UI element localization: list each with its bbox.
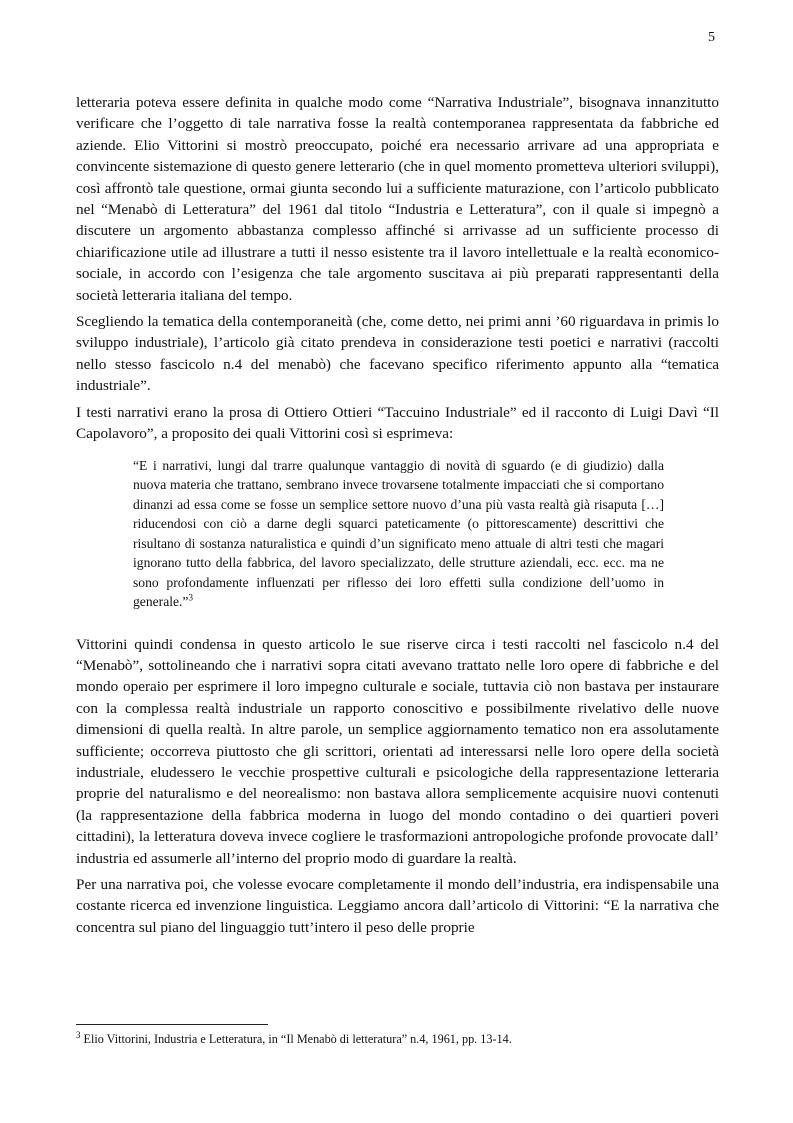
paragraph: Scegliendo la tematica della contemporaneità (che, come detto, nei primi anni ’60 riguardava in primis lo sviluppo industriale), l’articolo già citato prendeva in considerazione testi poetici e narrativi (raccolti nello stesso fascicolo n.4 del menabò) che facevano specifico riferimento appunto alla “tematica industriale”. — [76, 313, 719, 395]
quote-text: “E i narrativi, lungi dal trarre qualunque vantaggio di novità di sguardo (e di giudizio) dalla nuova materia che trattano, sembrano invece trovarsene totalmente impacciati che si comportano dinanzi ad essa come se fosse un semplice settore nuovo d’una più vasta realtà già risaputa […] riducendosi con ciò a darne degli squarci pateticamente (o pittorescamente) descrittivi che risultano di sostanza naturalistica e quindi d’un significato meno attuale di altri testi che magari ignorano tutto della fabbrica, del lavoro specializzato, delle strutture aziendali, ecc. ecc. ma ne sono profondamente influenzati per riflesso dei loro effetti sulla condizione dell’uomo in generale.” — [133, 457, 664, 609]
page-number: 5 — [708, 30, 715, 45]
paragraph: Per una narrativa poi, che volesse evocare completamente il mondo dell’industria, era indispensabile una costante ricerca ed invenzione linguistica. Leggiamo ancora dall’articolo di Vittorini: “E la narrativa che concentra sul piano del linguaggio tutt’intero il peso delle proprie — [76, 875, 719, 936]
block-quote — [133, 456, 664, 612]
paragraph: I testi narrativi erano la prosa di Ottiero Ottieri “Taccuino Industriale” ed il racconto di Luigi Davì “Il Capolavoro”, a proposito dei quali Vittorini così si esprimeva: — [76, 403, 719, 443]
footnote — [76, 1031, 719, 1047]
footnote-reference[interactable]: 3 — [188, 592, 193, 603]
page-body — [76, 92, 719, 943]
paragraph: Vittorini quindi condensa in questo articolo le sue riserve circa i testi raccolti nel fascicolo n.4 del “Menabò”, sottolineando che i narrativi sopra citati avevano trattato nelle loro opere di fabbriche e del mondo operaio per esprimere il loro impegno culturale e sociale, tuttavia ciò non bastava per instaurare con la complessa realtà industriale un rapporto conoscitivo e possibilmente rivelativo delle nuove dimensioni di quella realtà. In altre parole, un semplice aggiornamento tematico non era assolutamente sufficiente; occorreva piuttosto che gli scrittori, orientati ad interessarsi nelle loro opere della società industriale, eludessero le vecchie prospettive culturali e psicologiche della rappresentazione letteraria proprie del naturalismo e del neorealismo: non bastava allora semplicemente acquisire nuovi contenuti (la rappresentazione della fabbrica moderna in luogo del mondo contadino o dei quartieri poveri cittadini), la letteratura doveva invece cogliere le trasformazioni antropologiche profonde provocate dall’ industria ed assumerle all’interno del proprio modo di guardare la realtà. — [76, 635, 719, 867]
footnote-separator — [76, 1024, 268, 1025]
footnote-text: Elio Vittorini, Industria e Letteratura, in “Il Menabò di letteratura” n.4, 1961, pp. 13-14. — [80, 1032, 512, 1046]
paragraph: letteraria poteva essere definita in qualche modo come “Narrativa Industriale”, bisognava innanzitutto verificare che l’oggetto di tale narrativa fosse la realtà contemporanea rappresentata da fabbriche ed aziende. Elio Vittorini si mostrò preoccupato, poiché era necessario arrivare ad una appropriata e convincente sistemazione di questo genere letterario (che in quel momento prometteva ulteriori sviluppi), così affrontò tale questione, ormai giunta secondo lui a sufficiente maturazione, con l’articolo pubblicato nel “Menabò di Letteratura” del 1961 dal titolo “Industria e Letteratura”, con il quale si impegnò a discutere un argomento abbastanza complesso affinché si arrivasse ad un sufficiente processo di chiarificazione utile ad illustrare a tutti il nesso esistente tra il lavoro intellettuale e la realtà economico-sociale, in accordo con l’esigenza che tale argomento suscitava ai più preparati rappresentanti della società letteraria italiana del tempo. — [76, 94, 719, 304]
footnote-number: 3 — [76, 1029, 81, 1040]
